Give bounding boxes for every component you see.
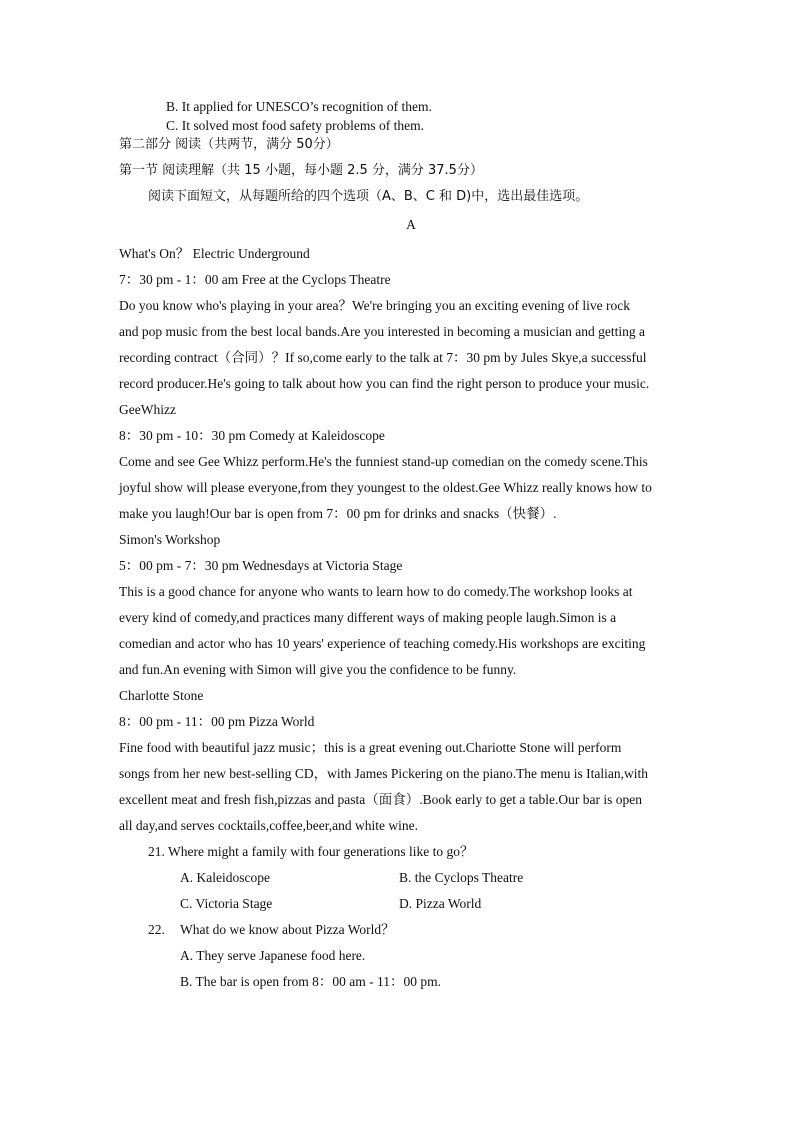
passage-line: 8：30 pm - 10：30 pm Comedy at Kaleidoscope xyxy=(119,428,385,443)
question-21-option-a: A. Kaleidoscope xyxy=(180,870,270,885)
passage-line: and fun.An evening with Simon will give you the confidence to be funny. xyxy=(119,662,517,677)
passage-line: 7：30 pm - 1：00 am Free at the Cyclops Theatre xyxy=(119,272,391,287)
previous-option-b: B. It applied for UNESCO’s recognition of them. xyxy=(166,99,432,114)
passage-line: Come and see Gee Whizz perform.He's the funniest stand-up comedian on the comedy scene.This xyxy=(119,454,648,469)
passage-line: Charlotte Stone xyxy=(119,688,204,703)
question-22-number: 22. xyxy=(148,922,165,937)
passage-line: songs from her new best-selling CD，with James Pickering on the piano.The menu is Italian,with xyxy=(119,766,649,781)
passage-line: record producer.He's going to talk about how you can find the right person to produce your music. xyxy=(119,376,650,391)
passage-line: 5：00 pm - 7：30 pm Wednesdays at Victoria Stage xyxy=(119,558,403,573)
part-heading: 第二部分 阅读（共两节，满分 50分） xyxy=(119,137,339,152)
section-heading: 第一节 阅读理解（共 15 小题，每小题 2.5 分，满分 37.5分） xyxy=(119,163,483,178)
passage-line: excellent meat and fresh fish,pizzas and pasta（面食）.Book early to get a table.Our bar is open xyxy=(119,792,642,807)
passage-line: joyful show will please everyone,from they youngest to the oldest.Gee Whizz really knows how to xyxy=(119,480,652,495)
passage-line: This is a good chance for anyone who wants to learn how to do comedy.The workshop looks at xyxy=(119,584,633,599)
question-21-option-c: C. Victoria Stage xyxy=(180,896,273,911)
passage-line: Do you know who's playing in your area？We're bringing you an exciting evening of live rock xyxy=(119,298,631,313)
question-22-stem: What do we know about Pizza World？ xyxy=(180,922,395,937)
passage-line: Fine food with beautiful jazz music；this is a great evening out.Chariotte Stone will perform xyxy=(119,740,622,755)
passage-line: recording contract（合同）？If so,come early to the talk at 7：30 pm by Jules Skye,a successful xyxy=(119,350,647,365)
passage-line: What's On？ Electric Underground xyxy=(119,246,310,261)
passage-line: and pop music from the best local bands.Are you interested in becoming a musician and getting a xyxy=(119,324,645,339)
question-21-option-d: D. Pizza World xyxy=(399,896,482,911)
passage-line: make you laugh!Our bar is open from 7：00 pm for drinks and snacks（快餐）. xyxy=(119,506,557,521)
passage-line: all day,and serves cocktails,coffee,beer,and white wine. xyxy=(119,818,418,833)
passage-line: comedian and actor who has 10 years' experience of teaching comedy.His workshops are exciting xyxy=(119,636,646,651)
question-22-option-b: B. The bar is open from 8：00 am - 11：00 pm. xyxy=(180,974,441,989)
instruction: 阅读下面短文，从每题所给的四个选项（A、B、C 和 D)中，选出最佳选项。 xyxy=(148,189,589,204)
passage-line: Simon's Workshop xyxy=(119,532,221,547)
question-22-option-a: A. They serve Japanese food here. xyxy=(180,948,366,963)
passage-line: 8：00 pm - 11：00 pm Pizza World xyxy=(119,714,315,729)
passage-line: GeeWhizz xyxy=(119,402,176,417)
previous-option-c: C. It solved most food safety problems of them. xyxy=(166,118,424,133)
passage-line: every kind of comedy,and practices many different ways of making people laugh.Simon is a xyxy=(119,610,617,625)
passage-label: A xyxy=(406,217,416,232)
question-21-stem: 21. Where might a family with four generations like to go？ xyxy=(148,844,474,859)
question-21-option-b: B. the Cyclops Theatre xyxy=(399,870,524,885)
